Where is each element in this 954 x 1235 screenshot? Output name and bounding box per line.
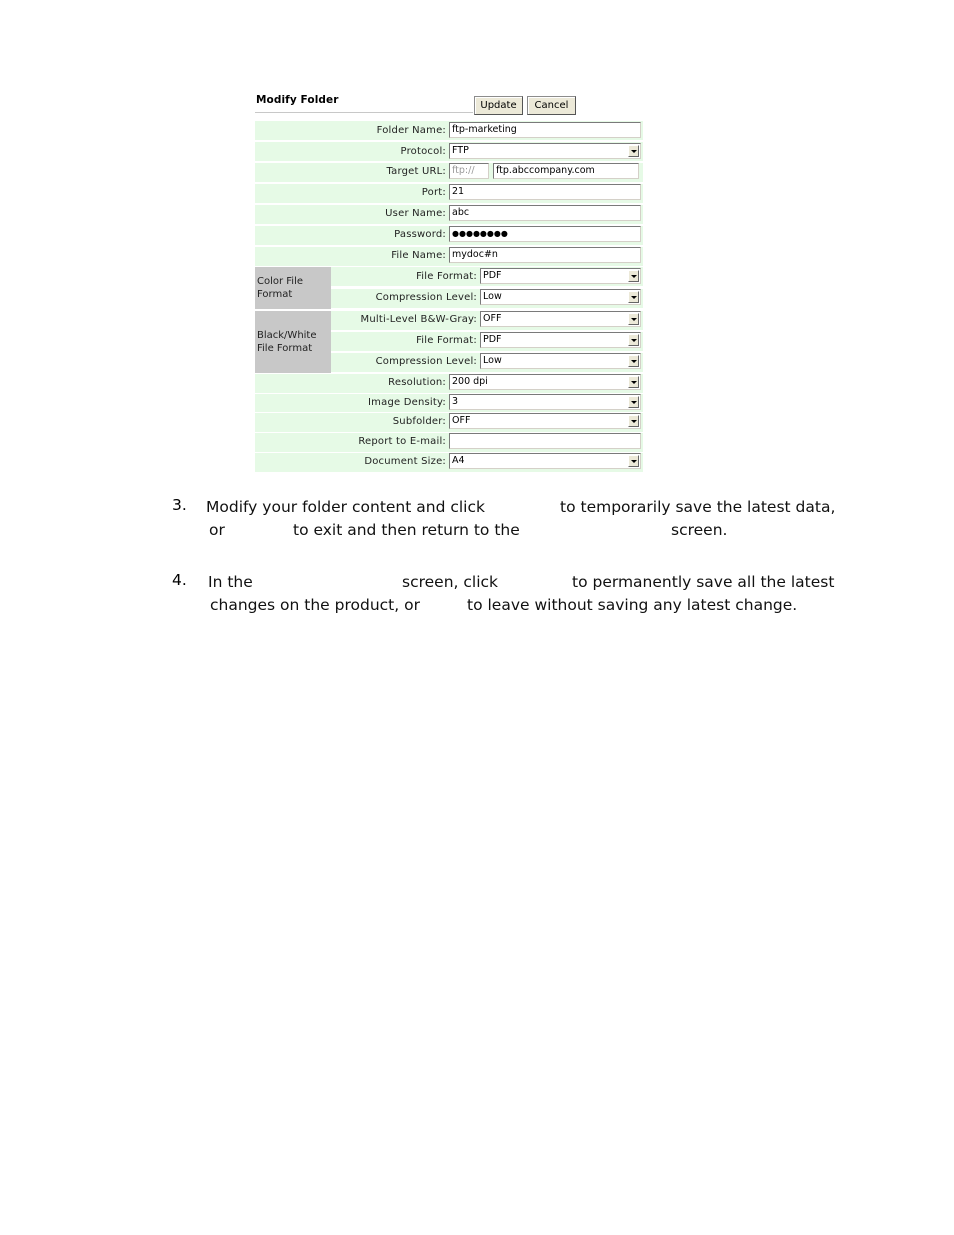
user-name-label: User Name:: [385, 208, 446, 219]
chevron-down-icon: [628, 145, 639, 157]
protocol-select[interactable]: [449, 143, 641, 159]
row-subfolder: [255, 412, 643, 432]
step-3-text-2b: to exit and then return to the: [293, 521, 520, 539]
row-color-compression: [331, 288, 643, 308]
resolution-select[interactable]: [449, 374, 641, 390]
step-4-text-1b: screen, click: [402, 573, 499, 591]
target-url-label: Target URL:: [386, 166, 446, 177]
color-compression-value: Low: [483, 291, 502, 302]
chevron-down-icon: [628, 376, 639, 388]
row-bw-file-format: [331, 331, 643, 351]
color-file-format-group: Color File Format: [255, 266, 331, 309]
row-port: [255, 183, 643, 203]
resolution-label: Resolution:: [388, 377, 446, 388]
chevron-down-icon: [628, 334, 639, 346]
subfolder-value: OFF: [452, 415, 471, 426]
subfolder-label: Subfolder:: [392, 416, 446, 427]
row-color-file-format: [331, 266, 643, 286]
chevron-down-icon: [628, 270, 639, 282]
resolution-value: 200 dpi: [452, 376, 488, 387]
row-password: [255, 225, 643, 245]
color-file-format-value: PDF: [483, 270, 502, 281]
cancel-button[interactable]: Cancel: [527, 96, 576, 115]
step-3-text-2c: screen.: [671, 521, 728, 539]
row-document-size: [255, 452, 643, 472]
row-target-url: [255, 162, 643, 182]
protocol-label: Protocol:: [400, 146, 446, 157]
title-divider: [255, 112, 473, 113]
chevron-down-icon: [628, 313, 639, 325]
row-bw-compression: [331, 352, 643, 372]
subfolder-select[interactable]: [449, 413, 641, 429]
step-3-text-2a: or: [209, 521, 225, 539]
image-density-value: 3: [452, 396, 459, 407]
bw-compression-label: Compression Level:: [375, 356, 477, 367]
multilevel-label: Multi-Level B&W-Gray:: [360, 314, 477, 325]
user-name-input[interactable]: abc: [449, 205, 641, 221]
step-4-text-2a: changes on the product, or: [210, 596, 420, 614]
chevron-down-icon: [628, 415, 639, 427]
step-4-text-2b: to leave without saving any latest change.: [467, 596, 798, 614]
port-label: Port:: [421, 187, 446, 198]
panel-title: Modify Folder: [256, 94, 339, 106]
target-url-input[interactable]: ftp.abccompany.com: [493, 163, 639, 179]
file-name-input[interactable]: mydoc#n: [449, 247, 641, 263]
image-density-label: Image Density:: [368, 397, 446, 408]
update-button[interactable]: Update: [474, 96, 523, 115]
color-compression-select[interactable]: [480, 289, 641, 305]
file-name-label: File Name:: [391, 250, 446, 261]
row-user-name: [255, 204, 643, 224]
folder-name-label: Folder Name:: [376, 125, 446, 136]
document-size-label: Document Size:: [364, 456, 446, 467]
step-3-text-1b: to temporarily save the latest data,: [560, 498, 836, 516]
color-file-format-select[interactable]: [480, 268, 641, 284]
row-file-name: [255, 246, 643, 266]
step-3-text-1a: Modify your folder content and click: [206, 498, 485, 516]
report-email-label: Report to E-mail:: [358, 436, 446, 447]
image-density-select[interactable]: [449, 394, 641, 410]
bw-file-format-select[interactable]: [480, 332, 641, 348]
bw-compression-select[interactable]: [480, 353, 641, 369]
step-4-text-1a: In the: [208, 573, 253, 591]
chevron-down-icon: [628, 355, 639, 367]
document-size-select[interactable]: [449, 453, 641, 469]
row-resolution: [255, 373, 643, 393]
row-multilevel: [331, 310, 643, 330]
row-folder-name: [255, 120, 643, 140]
row-report-email: [255, 432, 643, 452]
color-compression-label: Compression Level:: [375, 292, 477, 303]
bw-file-format-value: PDF: [483, 334, 502, 345]
target-url-prefix-field[interactable]: ftp://: [449, 163, 489, 179]
bw-compression-value: Low: [483, 355, 502, 366]
chevron-down-icon: [628, 291, 639, 303]
protocol-value: FTP: [452, 145, 469, 156]
multilevel-select[interactable]: [480, 311, 641, 327]
step-4-text-1c: to permanently save all the latest: [572, 573, 835, 591]
step-4-number: 4.: [172, 571, 187, 589]
modify-folder-panel: [255, 90, 643, 472]
bw-file-format-label: File Format:: [416, 335, 477, 346]
chevron-down-icon: [628, 455, 639, 467]
password-label: Password:: [394, 229, 446, 240]
bw-file-format-group: Black/White File Format: [255, 310, 331, 373]
row-protocol: [255, 141, 643, 161]
chevron-down-icon: [628, 396, 639, 408]
multilevel-value: OFF: [483, 313, 502, 324]
row-image-density: [255, 393, 643, 413]
document-size-value: A4: [452, 455, 465, 466]
password-input[interactable]: ●●●●●●●●: [449, 226, 641, 242]
port-input[interactable]: 21: [449, 184, 641, 200]
report-email-input[interactable]: [449, 433, 641, 449]
step-3-number: 3.: [172, 496, 187, 514]
color-file-format-label: File Format:: [416, 271, 477, 282]
folder-name-input[interactable]: ftp-marketing: [449, 122, 641, 138]
